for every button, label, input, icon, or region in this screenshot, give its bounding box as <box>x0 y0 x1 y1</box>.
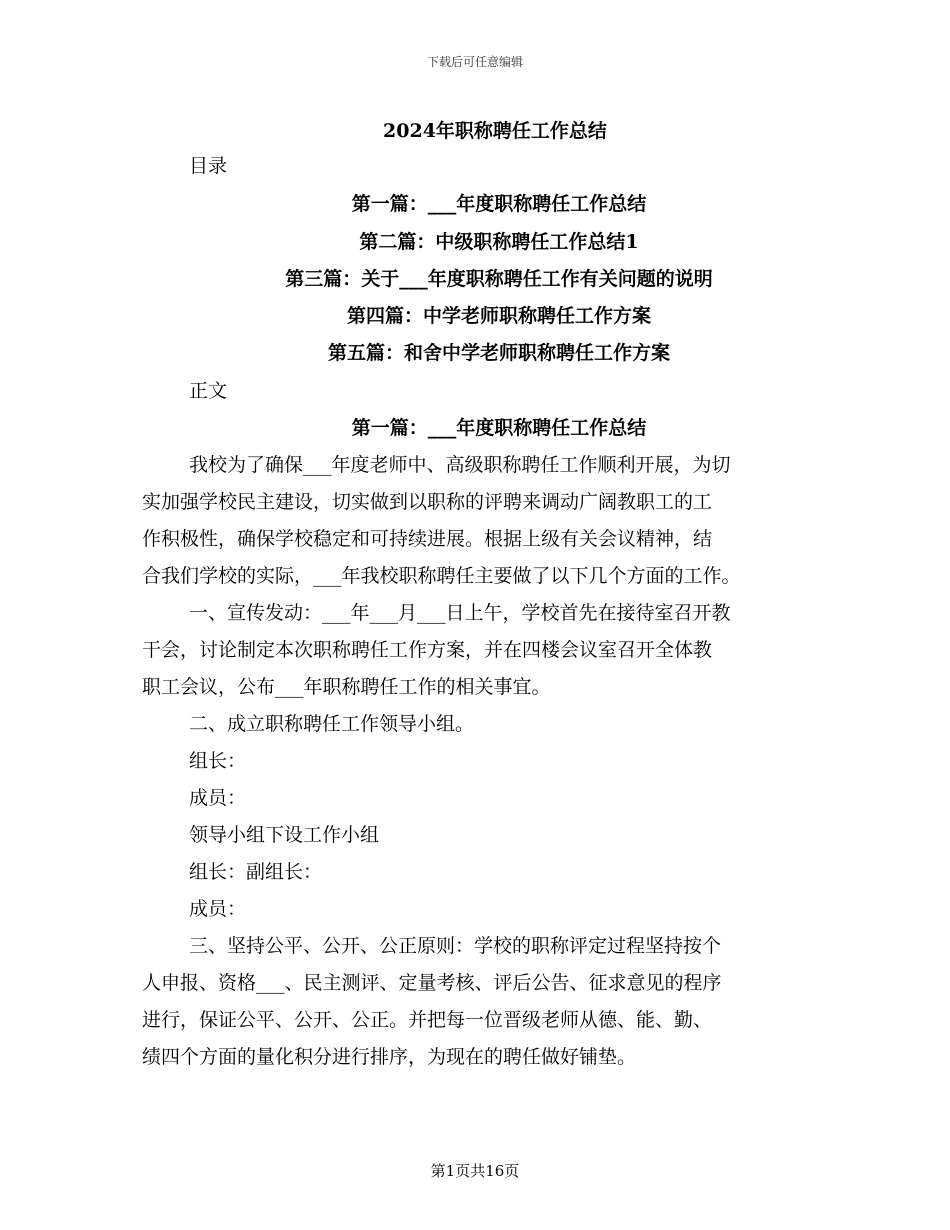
toc-label: 目录 <box>189 155 228 177</box>
section-heading: 第一篇：___年度职称聘任工作总结 <box>351 417 647 439</box>
body-line: 二、成立职称聘任工作领导小组。 <box>189 713 475 735</box>
body-line: 干会，讨论制定本次职称聘任工作方案，并在四楼会议室召开全体教 <box>142 639 713 661</box>
body-line: 组长：副组长： <box>189 861 323 883</box>
body-line: 绩四个方面的量化积分进行排序，为现在的聘任做好铺垫。 <box>142 1046 637 1068</box>
page-footer-pagination: 第1页共16页 <box>430 1162 520 1180</box>
body-line: 三、坚持公平、公开、公正原则：学校的职称评定过程坚持按个 <box>189 935 722 957</box>
body-line: 进行，保证公平、公开、公正。并把每一位晋级老师从德、能、勤、 <box>142 1009 713 1031</box>
body-line: 领导小组下设工作小组 <box>189 824 380 846</box>
body-line: 成员： <box>189 898 247 920</box>
toc-item-2: 第二篇：中级职称聘任工作总结1 <box>359 231 639 253</box>
toc-item-5: 第五篇：和舍中学老师职称聘任工作方案 <box>327 342 670 364</box>
body-line: 作积极性，确保学校稳定和可持续进展。根据上级有关会议精神，结 <box>142 528 713 550</box>
body-line: 合我们学校的实际，___年我校职称聘任主要做了以下几个方面的工作。 <box>142 565 741 587</box>
body-line: 我校为了确保___年度老师中、高级职称聘任工作顺利开展，为切 <box>189 454 731 476</box>
body-line: 组长： <box>189 750 247 772</box>
body-line: 职工会议，公布___年职称聘任工作的相关事宜。 <box>142 676 551 698</box>
document-title: 2024年职称聘任工作总结 <box>383 120 607 142</box>
body-line: 成员： <box>189 787 247 809</box>
body-line: 人申报、资格___、民主测评、定量考核、评后公告、征求意见的程序 <box>142 972 722 994</box>
body-label: 正文 <box>189 380 228 402</box>
toc-item-4: 第四篇：中学老师职称聘任工作方案 <box>346 305 651 327</box>
page-header-note: 下载后可任意编辑 <box>426 55 523 69</box>
body-line: 实加强学校民主建设，切实做到以职称的评聘来调动广阔教职工的工 <box>142 491 713 513</box>
toc-item-1: 第一篇：___年度职称聘任工作总结 <box>351 193 647 215</box>
body-line: 一、宣传发动：___年___月___日上午，学校首先在接待室召开教 <box>189 602 731 624</box>
toc-item-3: 第三篇：关于___年度职称聘任工作有关问题的说明 <box>285 268 713 290</box>
